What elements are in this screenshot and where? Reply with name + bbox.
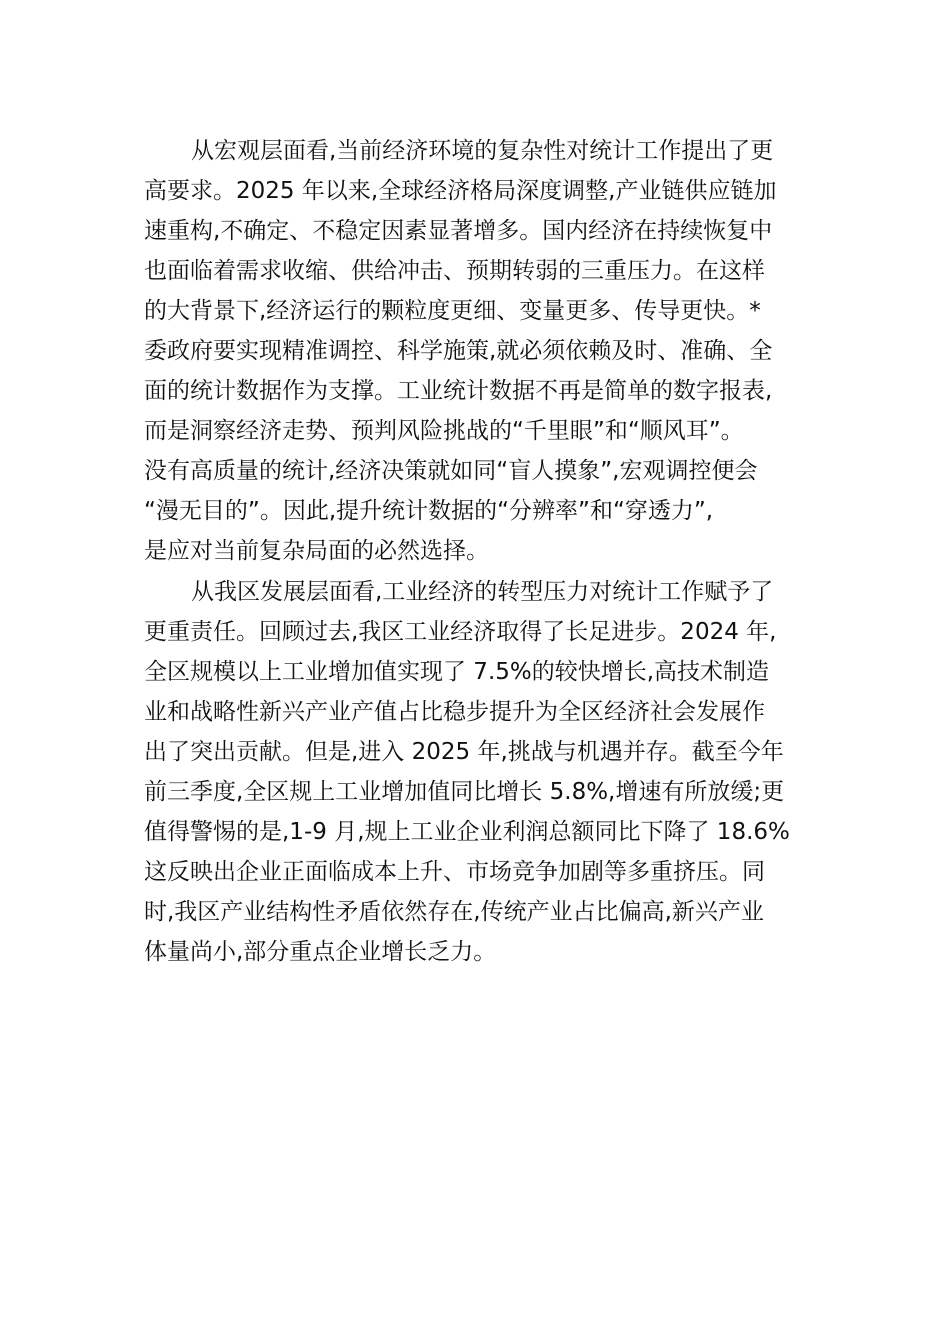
text-line: 高要求。2025 年以来,全球经济格局深度调整,产业链供应链加: [144, 178, 777, 204]
text-line: 时,我区产业结构性矛盾依然存在,传统产业占比偏高,新兴产业: [144, 899, 764, 925]
document-body: [144, 131, 806, 972]
text-line: 体量尚小,部分重点企业增长乏力。: [144, 939, 497, 965]
text-line: 从我区发展层面看,工业经济的转型压力对统计工作赋予了: [191, 579, 774, 605]
paragraph-district-level: [144, 572, 806, 972]
text-line: 速重构,不确定、不稳定因素显著增多。国内经济在持续恢复中: [144, 218, 773, 244]
text-line: 也面临着需求收缩、供给冲击、预期转弱的三重压力。在这样: [144, 258, 765, 284]
text-line: 的大背景下,经济运行的颗粒度更细、变量更多、传导更快。*: [144, 298, 761, 324]
text-line: 值得警惕的是,1-9 月,规上工业企业利润总额同比下降了 18.6%: [144, 819, 790, 845]
text-line: 这反映出企业正面临成本上升、市场竞争加剧等多重挤压。同: [144, 859, 765, 885]
text-line: 委政府要实现精准调控、科学施策,就必须依赖及时、准确、全: [144, 338, 773, 364]
text-line: 面的统计数据作为支撑。工业统计数据不再是简单的数字报表,: [144, 378, 773, 404]
text-line: 没有高质量的统计,经济决策就如同“盲人摸象”,宏观调控便会: [144, 458, 758, 484]
text-line: 全区规模以上工业增加值实现了 7.5%的较快增长,高技术制造: [144, 659, 770, 685]
text-line: 前三季度,全区规上工业增加值同比增长 5.8%,增速有所放缓;更: [144, 779, 785, 805]
text-line: 出了突出贡献。但是,进入 2025 年,挑战与机遇并存。截至今年: [144, 739, 784, 765]
text-line: 业和战略性新兴产业产值占比稳步提升为全区经济社会发展作: [144, 699, 765, 725]
text-line: 而是洞察经济走势、预判风险挑战的“千里眼”和“顺风耳”。: [144, 418, 744, 444]
text-line: 从宏观层面看,当前经济环境的复杂性对统计工作提出了更: [191, 138, 774, 164]
text-line: 更重责任。回顾过去,我区工业经济取得了长足进步。2024 年,: [144, 619, 777, 645]
text-line: 是应对当前复杂局面的必然选择。: [144, 538, 489, 564]
paragraph-macro-level: [144, 131, 806, 571]
text-line: “漫无目的”。因此,提升统计数据的“分辨率”和“穿透力”,: [144, 498, 714, 524]
